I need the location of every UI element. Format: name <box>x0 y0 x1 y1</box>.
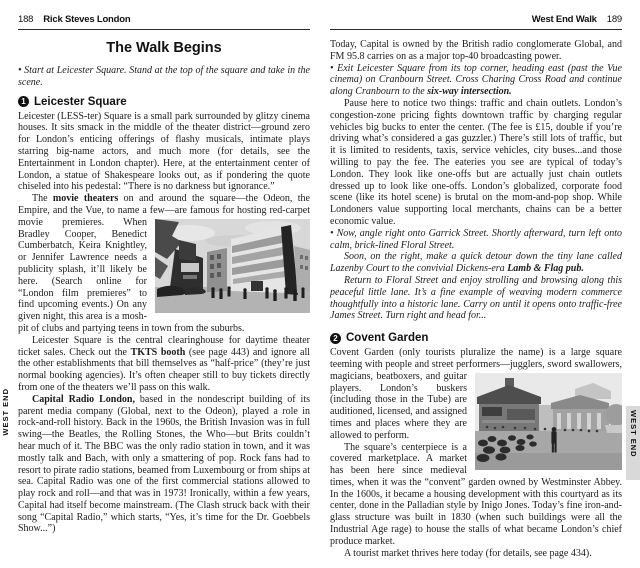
direction-text: • Exit Leicester Square from its top corner, heading east (past the Vue cinema) on Cranbourn Street. Cross Charing Cross Road and continue along Cranbourn to the <box>330 62 622 98</box>
walk-title: The Walk Begins <box>106 40 222 56</box>
bold-term: Capital Radio London, <box>32 393 135 405</box>
covent-garden-photo <box>475 373 622 470</box>
paragraph-text: Covent Garden (only tourists pluralize the name) is a large square teeming with people and street performers—jugglers, sword <box>330 347 622 370</box>
paragraph: Leicester (LESS-ter) Square is a small park surrounded by glitzy cinema houses. It sits smack in the middle of the theater district—ground zero for London’s enticing offerings of flashy musicals, intimate plays starring big-name actors, and much more (for details, see the Entertainment in London chapter). Here, at the entertainment center of London, a statue of Shakespeare looks out, as if pondering the quote chiseled into his pedestal: “There is no darkness but ignorance.” <box>18 110 310 193</box>
walking-direction: • Start at Leicester Square. Stand at the top of the square and take in the scene. <box>18 65 310 88</box>
paragraph: The square’s centerpiece is a covered marketplace. A market has been here since medieval times, when it was the “convent” garden owned by Westminster Abbey. In the 1600s, it became a housing development with this courtyard as its center, done in the Palladian style by Inigo Jones. Today’s fine iron-and-glass structure was built in 1830 (when such buildings were all the Industrial Age rage) to house the stalls of what became London’s chief produce market. <box>330 441 622 547</box>
paragraph-text: The <box>32 193 53 205</box>
walk-header-title: West End Walk <box>531 14 597 25</box>
paragraph-text: (see page 443) and ignore all the other establishments that bill themselves as “half-price” (they’re just normal booking agencies). It’s often cheaper still to buy tickets directly from one of the theaters we’ll pass on this walk. <box>18 346 310 393</box>
leicester-square-photo <box>155 219 310 313</box>
paragraph <box>18 335 310 394</box>
paragraph: Pause here to notice two things: traffic and chain outlets. London’s congestion-zone pricing fights downtown traffic by charging regular vehicles big bucks to enter the center. (The fee is £15, double if you’re driving what’s considered a gas guzzler.) There’s still lots of traffic, but it is limited to residents, taxis, service vehicles, city buses...and those willing to pay the fee. The eateries you see are typical of today’s London. They look like one-offs but are actually just chain outlets dressed up to look like one-offs. London’s globalized, corporate food scene (like its hotel scene) is brutal on the mom-and-pop shop. While Londoners value supporting local merchants, chains can be a better economic value. <box>330 97 622 227</box>
paragraph-text: Leicester Square is the central clearinghouse for daytime theater ticket sales. Check out the <box>18 334 310 358</box>
page-number: 189 <box>606 14 622 25</box>
walking-direction <box>330 251 622 275</box>
paragraph-text: based in the nondescript building of its parent media company (Global, next to the Odeon), played a role in rock-and-roll history. Back in the 1960s, the British Invasion was in full swing—the Beatles, the Rolling Stones, the Who—but Brits couldn’t hear much of it. The BBC was the only radio station in town, and it was mostly talk and Bach, with only a smattering of pop. Rock fans had to resort to pirate radio stations, beamed from Luxembourg or from ships at sea. Capital Radio was one of the first commercial stations allowed to play rock and roll—and that was in 1973! Ironically, within a few years, Capital had itself become mainstream. (The Clash struck back with their song “Capital Radio,” which starts, “Yes, it’s time for the Dr. Goebbels Show...”) <box>18 393 310 535</box>
walking-direction: Return to Floral Street and enjoy strolling and browsing along this peaceful little lane. It’s a fine example of weaving modern commerce thoughtfully into a historic lane. Carry on until it opens onto traffic-free James Street. Turn right and head for... <box>330 274 622 322</box>
paragraph-text: swallowers, magicians, beatboxers, and guitar players. London’s buskers (including those in the Tube) are auditioned, licensed, and assigned times and places where they are allowed to perform. <box>330 358 622 441</box>
covent-garden-photo-image <box>475 373 622 470</box>
bold-term: movie theaters <box>52 193 119 205</box>
margin-tab-left: WEST END <box>1 388 10 436</box>
page-number: 188 <box>18 14 34 25</box>
page-header-left <box>18 14 310 30</box>
circled-number-2-icon: 2 <box>330 333 341 344</box>
walking-direction <box>330 63 622 98</box>
left-page <box>18 14 310 535</box>
walking-direction: • Now, angle right onto Garrick Street. Shortly afterward, turn left onto calm, brick-lined Floral Street. <box>330 227 622 251</box>
bold-term: six-way intersection. <box>427 86 512 98</box>
section-heading-leicester <box>18 96 310 108</box>
right-page <box>330 14 622 559</box>
leicester-square-photo-image <box>155 219 310 313</box>
paragraph <box>18 394 310 536</box>
margin-tab-right: WEST END <box>629 410 638 458</box>
direction-text: Soon, on the right, make a quick detour down the tiny lane called Lazenby Court to the convivial Dickens-era <box>330 251 622 275</box>
bold-term: TKTS booth <box>130 346 186 358</box>
circled-number-1-icon: 1 <box>18 96 29 107</box>
paragraph-text: on and around the square—the Odeon, the Empire, and the Vue, to name a few—are famous for hosting <box>18 193 310 216</box>
section-heading-covent-garden <box>330 332 622 344</box>
paragraph-text: red-carpet movie premieres. When Bradley Cooper, Benedict Cumberbatch, Keira Knightley, or Jennifer Lawrence needs a publicity splash, it’ll likely be here. (Search online for “London film premieres” to find upcoming events.) On any given night, this area is a mosh-pit of clubs and partying teens in town from the suburbs. <box>18 204 310 334</box>
section-heading-label: Leicester Square <box>34 95 127 108</box>
bold-term: Lamb & Flag pub. <box>507 263 584 275</box>
paragraph: A tourist market thrives here today (for details, see page 434). <box>344 547 592 559</box>
section-heading-label: Covent Garden <box>346 332 429 345</box>
paragraph <box>18 193 310 335</box>
page-header-right <box>330 14 622 30</box>
book-title: Rick Steves London <box>43 14 131 25</box>
paragraph: Today, Capital is owned by the British radio conglomerate Global, and FM 95.8 carries on as a major top-40 broadcasting power. <box>330 39 622 62</box>
paragraph <box>330 347 622 441</box>
